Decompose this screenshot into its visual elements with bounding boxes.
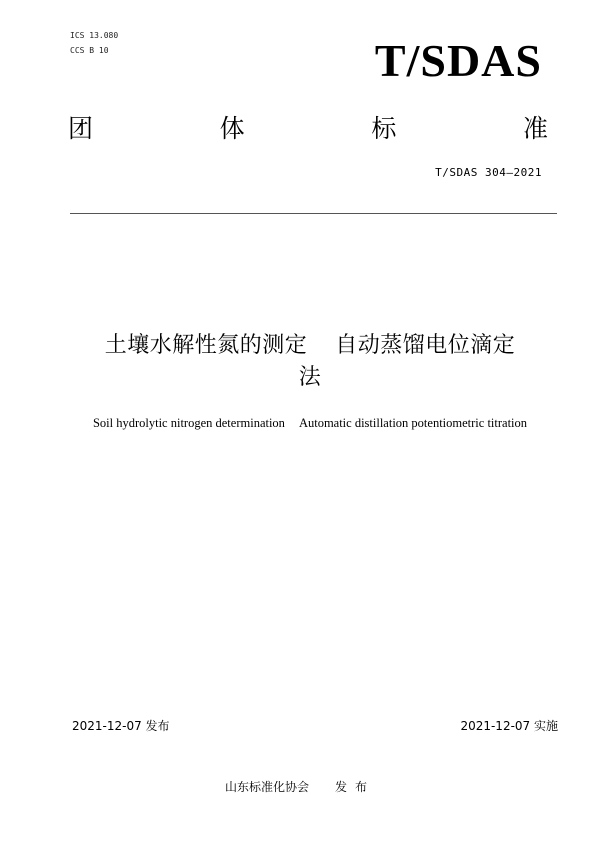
standard-number: T/SDAS 304—2021 [435, 166, 542, 179]
publisher-org: 山东标准化协会 [224, 780, 309, 794]
publisher-line [0, 778, 600, 795]
header-divider [70, 213, 557, 214]
chinese-title [60, 330, 560, 394]
doc-type-char: 准 [522, 114, 548, 143]
english-title [70, 413, 550, 433]
english-title-part1: Soil hydrolytic nitrogen determination [92, 416, 285, 430]
issue-date: 2021-12-07 发布 [72, 719, 170, 733]
chinese-title-part3: 法 [298, 365, 322, 390]
doc-type-char: 体 [219, 114, 245, 143]
chinese-title-part1: 土壤水解性氮的测定 [104, 333, 308, 358]
ics-code: ICS 13.080 [70, 31, 119, 40]
document-type-heading [68, 116, 548, 141]
publisher-action: 发布 [335, 780, 376, 794]
chinese-title-part2: 自动蒸馏电位滴定 [335, 333, 516, 358]
english-title-part2: Automatic distillation potentiometric titration [298, 416, 528, 430]
implementation-date: 2021-12-07 实施 [460, 719, 558, 733]
classification-codes [70, 28, 118, 58]
doc-type-char: 标 [371, 114, 397, 143]
standard-brand-logo: T/SDAS [374, 35, 542, 86]
ccs-code: CCS B 10 [70, 46, 109, 55]
doc-type-char: 团 [68, 114, 94, 143]
